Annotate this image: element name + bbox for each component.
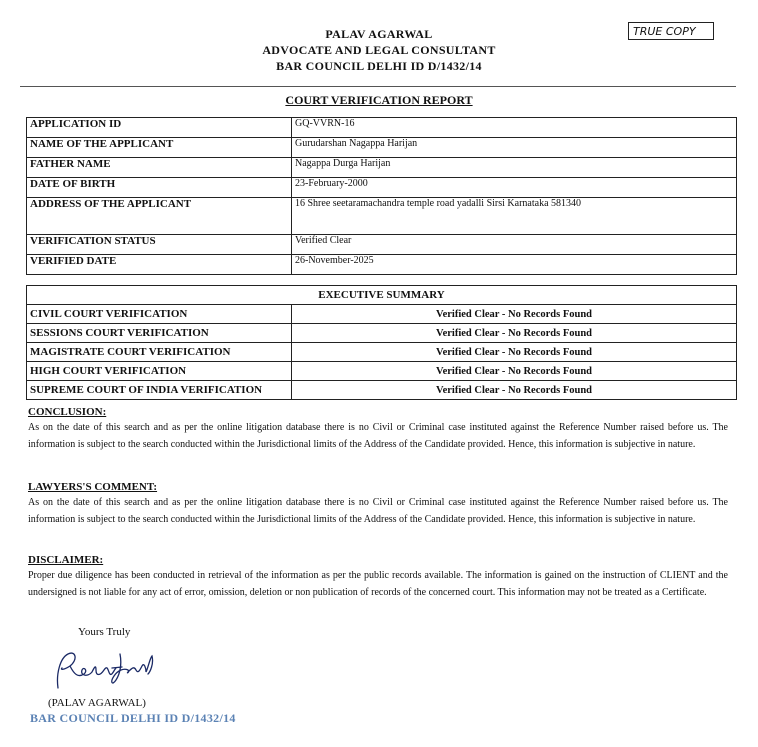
summary-key: HIGH COURT VERIFICATION (27, 362, 292, 381)
conclusion-text: As on the date of this search and as per the online litigation database there is no Civil or Criminal case instituted against the Reference Number raised before us. The information is subject to the search conducted within the Jurisdictional limits of the Address of the Candidate provided. Hence, this information is subjective in nature. (28, 422, 728, 450)
table-row (27, 178, 737, 198)
table-row (27, 138, 737, 158)
signoff-bar-id: BAR COUNCIL DELHI ID D/1432/14 (30, 711, 236, 725)
handwritten-signature (50, 644, 160, 694)
detail-value: Verified Clear (292, 235, 737, 255)
disclaimer-text: Proper due diligence has been conducted in retrieval of the information as per the public records available. The information is gained on the instruction of CLIENT and the undersigned is not liable for any act of error, omission, deletion or non publication of records of the concerned court. This information may not be treated as a Certificate. (28, 570, 728, 598)
printed-name: (PALAV AGARWAL) (48, 697, 146, 709)
header-divider (20, 86, 736, 87)
table-row (27, 198, 737, 235)
detail-key: VERIFIED DATE (27, 255, 292, 275)
detail-key: NAME OF THE APPLICANT (27, 138, 292, 158)
summary-key: SESSIONS COURT VERIFICATION (27, 324, 292, 343)
table-row (27, 158, 737, 178)
detail-value: 26-November-2025 (292, 255, 737, 275)
table-header-row (27, 286, 737, 305)
table-row (27, 305, 737, 324)
lawyers-comment-label: LAWYERS'S COMMENT: (28, 481, 158, 493)
summary-value: Verified Clear - No Records Found (292, 324, 737, 343)
table-row (27, 381, 737, 400)
detail-key: APPLICATION ID (27, 118, 292, 138)
lawyers-comment-section (28, 480, 728, 528)
detail-key: DATE OF BIRTH (27, 178, 292, 198)
table-row (27, 118, 737, 138)
summary-value: Verified Clear - No Records Found (292, 343, 737, 362)
summary-value: Verified Clear - No Records Found (292, 381, 737, 400)
detail-value: Gurudarshan Nagappa Harijan (292, 138, 737, 158)
table-row (27, 324, 737, 343)
conclusion-section (28, 405, 728, 453)
table-row (27, 362, 737, 381)
summary-title: EXECUTIVE SUMMARY (27, 286, 737, 305)
detail-key: VERIFICATION STATUS (27, 235, 292, 255)
applicant-details-table (26, 117, 737, 275)
table-row (27, 235, 737, 255)
yours-truly: Yours Truly (78, 626, 131, 638)
advocate-role: ADVOCATE AND LEGAL CONSULTANT (262, 43, 496, 57)
detail-value: GQ-VVRN-16 (292, 118, 737, 138)
report-title: COURT VERIFICATION REPORT (285, 93, 473, 107)
table-row (27, 343, 737, 362)
disclaimer-label: DISCLAIMER: (28, 554, 104, 566)
detail-value: 23-February-2000 (292, 178, 737, 198)
summary-key: MAGISTRATE COURT VERIFICATION (27, 343, 292, 362)
detail-value: 16 Shree seetaramachandra temple road yadalli Sirsi Karnataka 581340 (292, 198, 737, 235)
table-row (27, 255, 737, 275)
summary-value: Verified Clear - No Records Found (292, 305, 737, 324)
conclusion-label: CONCLUSION: (28, 406, 107, 418)
detail-key: FATHER NAME (27, 158, 292, 178)
lawyers-comment-text: As on the date of this search and as per the online litigation database there is no Civil or Criminal case instituted against the Reference Number raised before us. The information is subject to the search conducted within the Jurisdictional limits of the Address of the Candidate provided. Hence, this information is subjective in nature. (28, 497, 728, 525)
summary-key: SUPREME COURT OF INDIA VERIFICATION (27, 381, 292, 400)
advocate-name: PALAV AGARWAL (325, 27, 433, 41)
true-copy-stamp: TRUE COPY (628, 22, 714, 40)
advocate-bar-id: BAR COUNCIL DELHI ID D/1432/14 (276, 59, 482, 73)
detail-key: ADDRESS OF THE APPLICANT (27, 198, 292, 235)
summary-value: Verified Clear - No Records Found (292, 362, 737, 381)
executive-summary-table (26, 285, 737, 400)
disclaimer-section (28, 553, 728, 601)
summary-key: CIVIL COURT VERIFICATION (27, 305, 292, 324)
detail-value: Nagappa Durga Harijan (292, 158, 737, 178)
